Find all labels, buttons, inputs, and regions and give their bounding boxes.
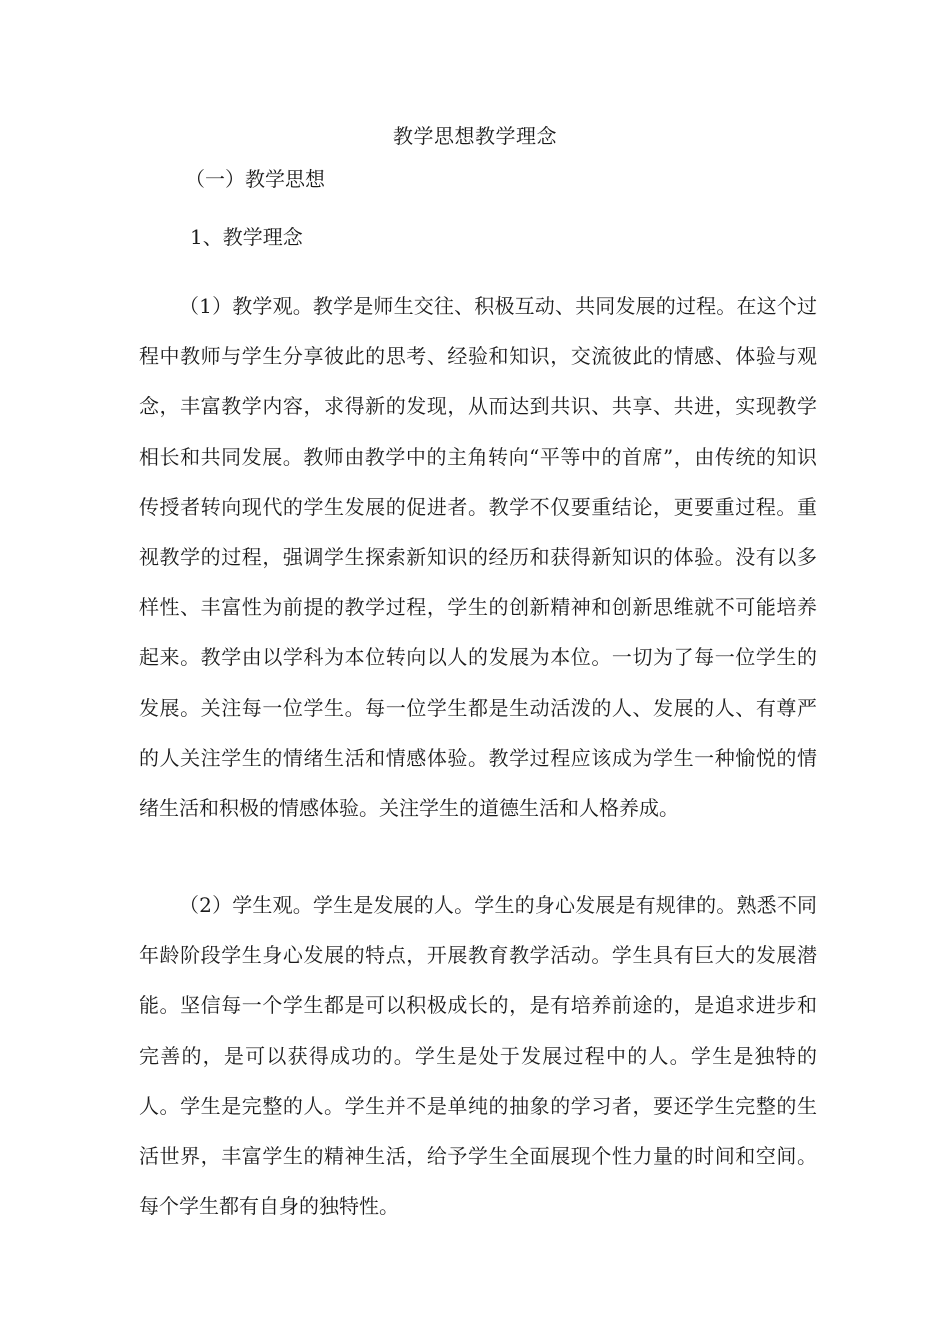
paragraph-teaching-view: （1）教学观。教学是师生交往、积极互动、共同发展的过程。在这个过程中教师与学生分享彼此的思考、经验和知识，交流彼此的情感、体验与观念，丰富教学内容，求得新的发现，从而达到共识、共享、共进，实现教学相长和共同发展。教师由教学中的主角转向“平等中的首席”，由传统的知识传授者转向现代的学生发展的促进者。教学不仅要重结论，更要重过程。重视教学的过程，强调学生探索新知识的经历和获得新知识的体验。没有以多样性、丰富性为前提的教学过程，学生的创新精神和创新思维就不可能培养起来。教学由以学科为本位转向以人的发展为本位。一切为了每一位学生的发展。关注每一位学生。每一位学生都是生动活泼的人、发展的人、有尊严的人关注学生的情绪生活和情感体验。教学过程应该成为学生一种愉悦的情绪生活和积极的情感体验。关注学生的道德生活和人格养成。 xyxy=(139,294,817,821)
subsection-heading: 1、教学理念 xyxy=(190,225,303,249)
section-heading: （一）教学思想 xyxy=(185,167,325,191)
document-title: 教学思想教学理念 xyxy=(393,124,557,148)
paragraph-student-view: （2）学生观。学生是发展的人。学生的身心发展是有规律的。熟悉不同年龄阶段学生身心发展的特点，开展教育教学活动。学生具有巨大的发展潜能。坚信每一个学生都是可以积极成长的，是有培养前途的，是追求进步和完善的，是可以获得成功的。学生是处于发展过程中的人。学生是独特的人。学生是完整的人。学生并不是单纯的抽象的学习者，要还学生完整的生活世界，丰富学生的精神生活，给予学生全面展现个性力量的时间和空间。每个学生都有自身的独特性。 xyxy=(139,893,817,1219)
